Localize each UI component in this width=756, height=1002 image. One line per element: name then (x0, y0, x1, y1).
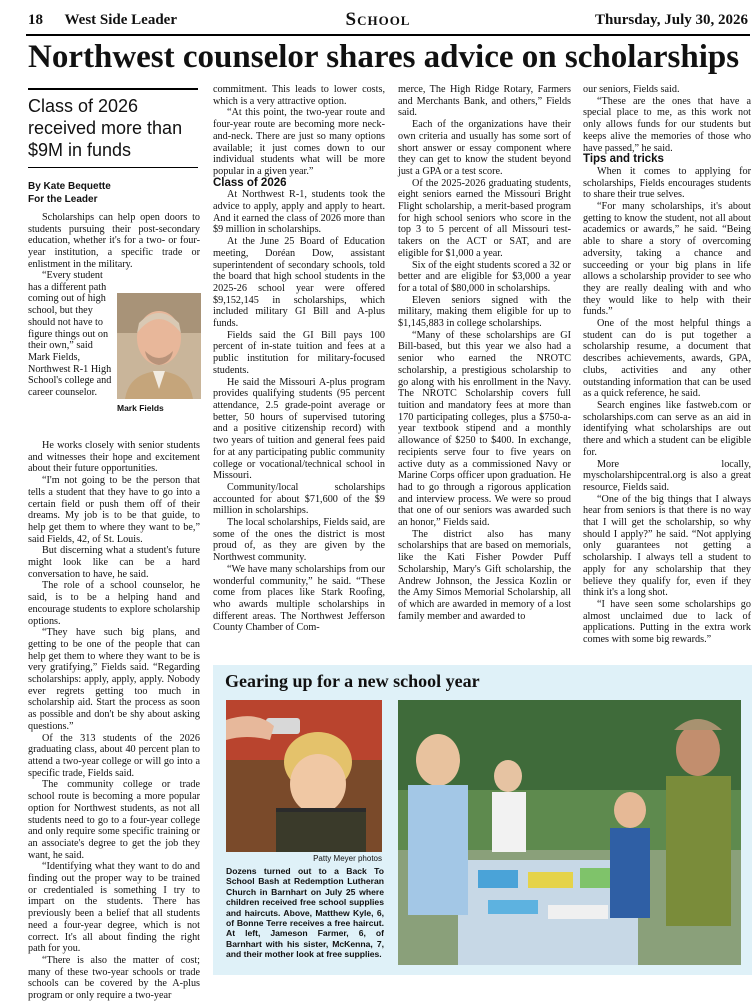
feature-title: Gearing up for a new school year (225, 671, 480, 691)
paragraph: Fields said the GI Bill pays 100 percent of in-state tuition and fees at a public institution for military-focused students. (213, 329, 385, 376)
paragraph: He works closely with senior students and witnesses their hope and excitement about their future opportunities. (28, 440, 200, 475)
paragraph: merce, The High Ridge Rotary, Farmers and Merchants Bank, and others,” Fields said. (398, 84, 571, 119)
paragraph: Six of the eight students scored a 32 or better and are eligible for $3,000 a year for a total of $80,000 in scholarships. (398, 259, 571, 294)
column-3 (398, 84, 571, 622)
headline: Northwest counselor shares advice on scholarships (28, 39, 740, 75)
paragraph: “These are the ones that have a special place to me, as this work not only allows funds for our students but keeps alive the memories of those who have passed,” he said. (583, 95, 751, 154)
byline-affiliation: For the Leader (28, 194, 98, 205)
header-rule (26, 34, 750, 36)
page-number: 18 (28, 12, 43, 28)
paragraph: “They have such big plans, and getting to be one of the people that can help get them to where they want to be is very gratifying,” Fields said. “Regarding scholarships: apply, apply, apply. Nobody ever regrets getting too much in scholarship aid. Start the process as soon as possible and don't be shy about asking questions.” (28, 627, 200, 732)
paragraph: Search engines like fastweb.com or scholarships.com can serve as an aid in identifying what scholarships are out there and which a student can be eligible for. (583, 399, 751, 458)
paragraph: “Identifying what they want to do and finding out the proper way to be trained or credentialed is something I try to impart on the students. There has previously been a belief that all students need a four-year degree, which is not correct. It's all about finding the right path for you. (28, 861, 200, 955)
paragraph: Of the 313 students of the 2026 graduating class, about 40 percent plan to attend a two-year college or will go into a specific trade, Fields said. (28, 732, 200, 779)
paragraph: “At this point, the two-year route and four-year route are becoming more neck-and-neck. There are just so many options available; it just comes down to our individual students what will be more popular in a given year.” (213, 107, 385, 177)
paragraph: “Many of these scholarships are GI Bill-based, but this year we also had a senior who earned the NROTC scholarship, a prestigious scholarship to go along with his enrollment in the Navy. The NROTC Scholarship covers full tuition and mandatory fees at more than 170 participating colleges, plus a $750-a-year textbook stipend and a monthly allowance of $250 to $400. In exchange, recipients serve four to five years on active duty as a commissioned Navy or Marine Corps officer upon graduation. He had to go through a rigorous application and interview process. We were so proud that one of our seniors was awarded such an honor,” Fields said. (398, 329, 571, 529)
supplies-illustration (398, 700, 741, 965)
paragraph: The district also has many scholarships that are based on memorials, like the Kati Fisher Powder Puff Scholarship, Mary's Gift scholarship, the Andrew Johnson, the Jessica Kozlin or the Amy Simos Memorial Scholarship, all of which are awarded in memory of a lost family member and awarded to (398, 528, 571, 622)
paragraph: “I'm not going to be the person that tells a student that they have to go into a certain field or push them off of their dreams. My job is to be that guide, to help get them to where they want to be,” said Fields, 42, of St. Louis. (28, 475, 200, 545)
paragraph: Each of the organizations have their own criteria and usually has some sort of short answer or essay component where they can get to know the student beyond just a GPA or a test score. (398, 119, 571, 177)
paragraph: “One of the big things that I always hear from seniors is that there is no way that I will get the scholarship, so why should I apply?” he said. “Not applying only guarantees not getting a scholarship. I always tell a student to apply for any scholarship that they believe they qualify for, even if they think it's a long shot. (583, 493, 751, 599)
paragraph: One of the most helpful things a student can do is put together a scholarship resume, a document that describes achievements, awards, GPA, clubs, activities and any other outstanding information that can be used as a quick reference, he said. (583, 318, 751, 400)
haircut-illustration (226, 700, 382, 852)
paragraph: But discerning what a student's future might look like can be a hard conversation to have, he said. (28, 545, 200, 580)
photo-credit: Patty Meyer photos (313, 854, 382, 863)
paragraph: At Northwest R-1, students took the advice to apply, apply and apply to heart. And it earned the class of 2026 more than $9 million in scholarships. (213, 189, 385, 236)
portrait-caption: Mark Fields (117, 403, 164, 413)
paragraph: Community/local scholarships accounted for about $71,600 of the $9 million in scholarships. (213, 481, 385, 517)
haircut-photo (226, 700, 382, 852)
issue-date: Thursday, July 30, 2026 (595, 12, 748, 28)
paragraph: When it comes to applying for scholarships, Fields encourages students to share their true selves. (583, 165, 751, 201)
column-1-wrap (28, 270, 114, 399)
paragraph: More locally, myscholarshipcentral.org is also a great resource, Fields said. (583, 458, 751, 493)
subhead-class-of-2026: Class of 2026 (213, 176, 287, 189)
paragraph: our seniors, Fields said. (583, 84, 680, 95)
column-4 (583, 84, 751, 646)
deck: Class of 2026 received more than $9M in funds (28, 96, 183, 160)
feature-caption: Dozens turned out to a Back To School Bash at Redemption Lutheran Church in Barnhart on July 25 where children received free school supplies and haircuts. Above, Matthew Kyle, 6, of Bonne Terre receives a free haircut. At left, Jameson Farmer, 6, of Barnhart with his sister, McKenna, 7, and their mother look at free supplies. (226, 866, 384, 960)
paragraph: commitment. This leads to lower costs, which is a very attractive option. (213, 84, 385, 107)
portrait-illustration (117, 293, 201, 399)
supplies-photo (398, 700, 741, 965)
paragraph: “Every student has a different path coming out of high school, but they should not have to figure things out on their own,” said Mark Fields, Northwest R-1 High School's college and career counselor. (28, 270, 112, 399)
column-2 (213, 84, 385, 634)
section-label: School (345, 9, 411, 30)
paragraph: “We have many scholarships from our wonderful community,” he said. “These come from places like Stark Roofing, who awards multiple scholarships in different areas. The Northwest Jefferson County Chamber of Com- (213, 563, 385, 634)
paragraph: Eleven seniors signed with the military, making them eligible for up to $1,145,883 in college scholarships. (398, 294, 571, 330)
column-1-body (28, 440, 200, 1002)
paragraph: He said the Missouri A-plus program provides qualifying students (95 percent attendance, 2.5 grade-point average or better, 50 hours of supervised tutoring and a positive citizenship record) with two years of tuition and general fees paid for at any participating public community college or vocational/technical school in Missouri. (213, 376, 385, 482)
byline-author: By Kate Bequette (28, 181, 111, 192)
paragraph: The local scholarships, Fields said, are some of the ones the district is most proud of, as they are given by the Northwest community. (213, 517, 385, 564)
byline (28, 180, 200, 206)
paragraph: “There is also the matter of cost; many of these two-year schools or trade schools can be covered by the A-plus program or only require a two-year (28, 954, 200, 1002)
paper-name: West Side Leader (64, 12, 177, 28)
paragraph: Of the 2025-2026 graduating students, eight seniors earned the Missouri Bright Flight scholarship, a merit-based program for high school seniors who score in the top 3 to 5 percent of all Missouri test-takers on the ACT or SAT, and are eligible for $1,000 a year. (398, 177, 571, 259)
paragraph: “For many scholarships, it's about getting to know the student, not all about academics or awards,” he said. “Being able to share a story of overcoming adversity, taking a chance and succeeding or your big plans in life allows a scholarship provider to see who they are really dealing with and who they would like to help with their funds.” (583, 201, 751, 318)
paragraph: At the June 25 Board of Education meeting, Doréan Dow, assistant superintendent of secondary schools, told the board that high school students in the 2025-26 school year were offered $9,152,145 in scholarships, which included military GI Bill and A-plus funds. (213, 236, 385, 330)
deck-rule-bottom (28, 167, 198, 168)
deck-rule-top (28, 88, 198, 90)
subhead-tips-and-tricks: Tips and tricks (583, 153, 664, 166)
paragraph: “I have seen some scholarships go almost unclaimed due to lack of applications. Putting in the extra work comes with some big rewards.” (583, 598, 751, 646)
portrait-photo (117, 293, 201, 399)
paragraph: The role of a school counselor, he said, is to be a helping hand and encourage students to explore scholarship options. (28, 580, 200, 627)
paragraph: Scholarships can help open doors to students pursuing their post-secondary education, whether it's for a two- or four-year institution, a specific trade or enlistment in the military. (28, 212, 200, 270)
column-1-top (28, 212, 200, 271)
paragraph: The community college or trade school route is becoming a more popular option for Northwest students, as not all students need to go to a four-year college and only require some specific training or an associate's degree to get the job they want, he said. (28, 779, 200, 861)
